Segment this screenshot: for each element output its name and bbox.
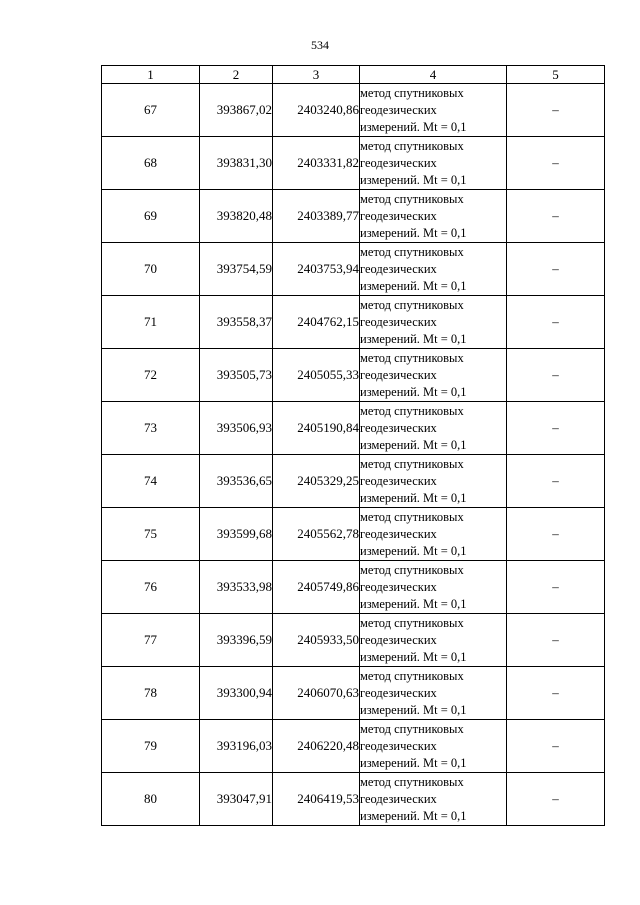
method-line-1: метод спутниковых <box>360 191 464 206</box>
method-line-3: измерений. Mt = 0,1 <box>360 384 467 399</box>
coordinate-x: 393754,59 <box>200 243 273 296</box>
method-cell <box>360 243 507 296</box>
point-number: 77 <box>102 614 200 667</box>
coordinate-x: 393867,02 <box>200 84 273 137</box>
coordinate-y: 2406070,63 <box>273 667 360 720</box>
method-line-2: геодезических <box>360 685 437 700</box>
column-header-1: 1 <box>102 66 200 84</box>
point-number: 67 <box>102 84 200 137</box>
table-row <box>102 614 605 667</box>
method-line-3: измерений. Mt = 0,1 <box>360 808 467 823</box>
method-line-1: метод спутниковых <box>360 403 464 418</box>
column-5-value: – <box>507 720 605 773</box>
method-line-2: геодезических <box>360 791 437 806</box>
table-row <box>102 402 605 455</box>
method-line-2: геодезических <box>360 579 437 594</box>
method-cell <box>360 667 507 720</box>
coordinate-x: 393536,65 <box>200 455 273 508</box>
method-line-3: измерений. Mt = 0,1 <box>360 437 467 452</box>
method-line-3: измерений. Mt = 0,1 <box>360 755 467 770</box>
point-number: 80 <box>102 773 200 826</box>
point-number: 72 <box>102 349 200 402</box>
column-header-4: 4 <box>360 66 507 84</box>
table-row <box>102 508 605 561</box>
method-line-1: метод спутниковых <box>360 297 464 312</box>
coordinate-x: 393599,68 <box>200 508 273 561</box>
column-5-value: – <box>507 243 605 296</box>
coordinate-y: 2403389,77 <box>273 190 360 243</box>
method-line-3: измерений. Mt = 0,1 <box>360 649 467 664</box>
coordinate-x: 393558,37 <box>200 296 273 349</box>
column-header-3: 3 <box>273 66 360 84</box>
method-line-1: метод спутниковых <box>360 456 464 471</box>
coordinate-x: 393196,03 <box>200 720 273 773</box>
coordinate-y: 2406419,53 <box>273 773 360 826</box>
column-5-value: – <box>507 508 605 561</box>
method-cell <box>360 720 507 773</box>
table-row <box>102 561 605 614</box>
point-number: 79 <box>102 720 200 773</box>
method-cell <box>360 508 507 561</box>
coordinate-y: 2405749,86 <box>273 561 360 614</box>
method-line-2: геодезических <box>360 738 437 753</box>
method-cell <box>360 137 507 190</box>
table-row <box>102 84 605 137</box>
method-line-2: геодезических <box>360 420 437 435</box>
coordinate-y: 2403753,94 <box>273 243 360 296</box>
method-line-3: измерений. Mt = 0,1 <box>360 490 467 505</box>
method-line-3: измерений. Mt = 0,1 <box>360 172 467 187</box>
point-number: 73 <box>102 402 200 455</box>
method-line-1: метод спутниковых <box>360 509 464 524</box>
coordinate-y: 2405055,33 <box>273 349 360 402</box>
method-cell <box>360 84 507 137</box>
coordinate-y: 2403331,82 <box>273 137 360 190</box>
method-line-3: измерений. Mt = 0,1 <box>360 225 467 240</box>
method-line-1: метод спутниковых <box>360 85 464 100</box>
table-row <box>102 773 605 826</box>
point-number: 74 <box>102 455 200 508</box>
method-cell <box>360 561 507 614</box>
method-line-2: геодезических <box>360 261 437 276</box>
column-5-value: – <box>507 667 605 720</box>
coordinate-y: 2403240,86 <box>273 84 360 137</box>
method-cell <box>360 614 507 667</box>
method-line-1: метод спутниковых <box>360 774 464 789</box>
coordinate-x: 393820,48 <box>200 190 273 243</box>
method-line-1: метод спутниковых <box>360 244 464 259</box>
method-line-3: измерений. Mt = 0,1 <box>360 278 467 293</box>
column-5-value: – <box>507 190 605 243</box>
column-5-value: – <box>507 561 605 614</box>
coordinate-x: 393831,30 <box>200 137 273 190</box>
method-line-3: измерений. Mt = 0,1 <box>360 702 467 717</box>
method-line-2: геодезических <box>360 102 437 117</box>
column-5-value: – <box>507 614 605 667</box>
point-number: 76 <box>102 561 200 614</box>
coordinate-y: 2405190,84 <box>273 402 360 455</box>
coordinate-y: 2404762,15 <box>273 296 360 349</box>
column-5-value: – <box>507 402 605 455</box>
coordinate-x: 393300,94 <box>200 667 273 720</box>
method-cell <box>360 190 507 243</box>
method-cell <box>360 773 507 826</box>
method-line-2: геодезических <box>360 632 437 647</box>
point-number: 75 <box>102 508 200 561</box>
column-header-5: 5 <box>507 66 605 84</box>
method-line-1: метод спутниковых <box>360 350 464 365</box>
method-cell <box>360 349 507 402</box>
point-number: 78 <box>102 667 200 720</box>
column-5-value: – <box>507 296 605 349</box>
coordinate-y: 2405562,78 <box>273 508 360 561</box>
method-line-1: метод спутниковых <box>360 138 464 153</box>
method-line-2: геодезических <box>360 367 437 382</box>
method-line-2: геодезических <box>360 473 437 488</box>
table-row <box>102 720 605 773</box>
column-5-value: – <box>507 349 605 402</box>
method-line-2: геодезических <box>360 155 437 170</box>
coordinates-table <box>101 65 605 826</box>
coordinate-x: 393047,91 <box>200 773 273 826</box>
column-5-value: – <box>507 137 605 190</box>
method-line-3: измерений. Mt = 0,1 <box>360 543 467 558</box>
method-line-1: метод спутниковых <box>360 668 464 683</box>
point-number: 70 <box>102 243 200 296</box>
page-number: 534 <box>311 38 329 52</box>
method-line-2: геодезических <box>360 208 437 223</box>
method-line-3: измерений. Mt = 0,1 <box>360 331 467 346</box>
coordinate-y: 2406220,48 <box>273 720 360 773</box>
method-line-3: измерений. Mt = 0,1 <box>360 596 467 611</box>
table-row <box>102 296 605 349</box>
table-row <box>102 667 605 720</box>
method-line-1: метод спутниковых <box>360 721 464 736</box>
coordinate-x: 393533,98 <box>200 561 273 614</box>
column-5-value: – <box>507 773 605 826</box>
point-number: 71 <box>102 296 200 349</box>
column-header-2: 2 <box>200 66 273 84</box>
method-line-3: измерений. Mt = 0,1 <box>360 119 467 134</box>
method-cell <box>360 296 507 349</box>
coordinate-x: 393505,73 <box>200 349 273 402</box>
method-cell <box>360 402 507 455</box>
table-row <box>102 455 605 508</box>
method-cell <box>360 455 507 508</box>
method-line-1: метод спутниковых <box>360 562 464 577</box>
table-row <box>102 190 605 243</box>
coordinate-y: 2405329,25 <box>273 455 360 508</box>
coordinate-x: 393396,59 <box>200 614 273 667</box>
coordinate-x: 393506,93 <box>200 402 273 455</box>
table-row <box>102 137 605 190</box>
table-row <box>102 243 605 296</box>
column-5-value: – <box>507 84 605 137</box>
coordinate-y: 2405933,50 <box>273 614 360 667</box>
point-number: 69 <box>102 190 200 243</box>
method-line-2: геодезических <box>360 526 437 541</box>
table-header-row <box>102 66 605 84</box>
column-5-value: – <box>507 455 605 508</box>
method-line-1: метод спутниковых <box>360 615 464 630</box>
method-line-2: геодезических <box>360 314 437 329</box>
point-number: 68 <box>102 137 200 190</box>
table-row <box>102 349 605 402</box>
